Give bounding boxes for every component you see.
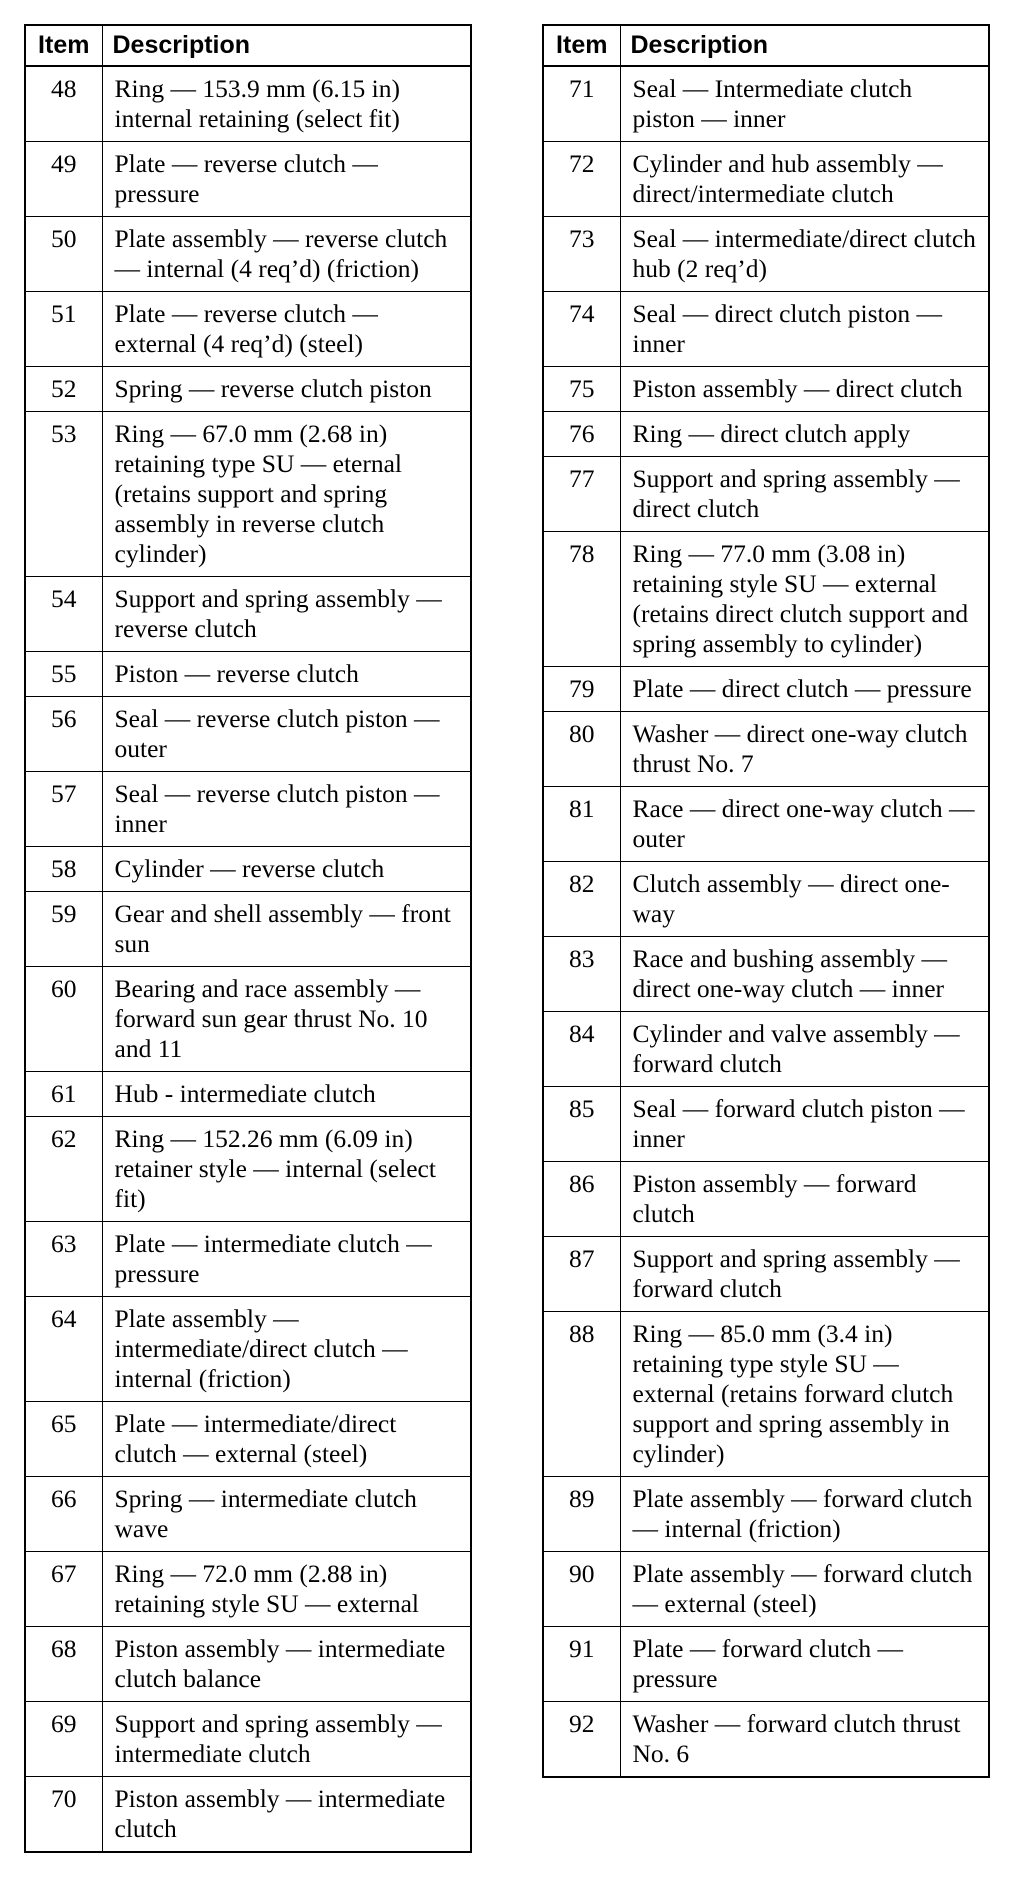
table-row — [543, 1312, 989, 1477]
item-number: 59 — [25, 892, 102, 967]
item-description: Plate assembly — intermediate/direct clutch — internal (friction) — [102, 1297, 471, 1402]
item-description: Plate — intermediate/direct clutch — external (steel) — [102, 1402, 471, 1477]
table-row — [543, 1627, 989, 1702]
item-number: 48 — [25, 66, 102, 142]
item-description: Spring — intermediate clutch wave — [102, 1477, 471, 1552]
item-number: 78 — [543, 532, 620, 667]
item-description: Support and spring assembly — intermediate clutch — [102, 1702, 471, 1777]
item-description: Cylinder and valve assembly — forward clutch — [620, 1012, 989, 1087]
table-row — [543, 292, 989, 367]
item-description: Plate — intermediate clutch — pressure — [102, 1222, 471, 1297]
table-row — [543, 1012, 989, 1087]
item-description: Ring — 72.0 mm (2.88 in) retaining style SU — external — [102, 1552, 471, 1627]
item-number: 86 — [543, 1162, 620, 1237]
item-column-header: Item — [543, 25, 620, 66]
table-row — [25, 652, 471, 697]
item-description: Plate assembly — reverse clutch — internal (4 req’d) (friction) — [102, 217, 471, 292]
item-number: 80 — [543, 712, 620, 787]
item-description: Plate — reverse clutch — pressure — [102, 142, 471, 217]
item-number: 49 — [25, 142, 102, 217]
table-row — [25, 1222, 471, 1297]
item-number: 82 — [543, 862, 620, 937]
item-description: Ring — 77.0 mm (3.08 in) retaining style SU — external (retains direct clutch support and spring assembly to cylinder) — [620, 532, 989, 667]
table-row — [25, 412, 471, 577]
item-number: 66 — [25, 1477, 102, 1552]
item-description: Ring — 152.26 mm (6.09 in) retainer style — internal (select fit) — [102, 1117, 471, 1222]
item-number: 50 — [25, 217, 102, 292]
left-table-header-row — [25, 25, 471, 66]
item-description: Cylinder — reverse clutch — [102, 847, 471, 892]
table-row — [25, 1072, 471, 1117]
table-row — [25, 1702, 471, 1777]
table-row — [25, 1477, 471, 1552]
item-description: Race and bushing assembly — direct one-way clutch — inner — [620, 937, 989, 1012]
item-number: 83 — [543, 937, 620, 1012]
item-description: Plate assembly — forward clutch — external (steel) — [620, 1552, 989, 1627]
item-description: Plate — reverse clutch — external (4 req’d) (steel) — [102, 292, 471, 367]
table-row — [543, 787, 989, 862]
table-row — [543, 217, 989, 292]
table-row — [543, 937, 989, 1012]
item-number: 72 — [543, 142, 620, 217]
item-number: 64 — [25, 1297, 102, 1402]
item-number: 88 — [543, 1312, 620, 1477]
item-number: 69 — [25, 1702, 102, 1777]
right-parts-table — [542, 24, 990, 1778]
description-column-header: Description — [620, 25, 989, 66]
item-number: 73 — [543, 217, 620, 292]
table-row — [25, 66, 471, 142]
item-number: 67 — [25, 1552, 102, 1627]
item-number: 75 — [543, 367, 620, 412]
item-description: Piston assembly — forward clutch — [620, 1162, 989, 1237]
item-number: 57 — [25, 772, 102, 847]
table-row — [25, 1117, 471, 1222]
item-description: Ring — 85.0 mm (3.4 in) retaining type style SU — external (retains forward clutch support and spring assembly in cylinder) — [620, 1312, 989, 1477]
item-number: 61 — [25, 1072, 102, 1117]
item-description: Seal — forward clutch piston — inner — [620, 1087, 989, 1162]
table-row — [543, 1552, 989, 1627]
table-row — [543, 532, 989, 667]
item-number: 84 — [543, 1012, 620, 1087]
left-table-body — [25, 66, 471, 1852]
item-description: Ring — direct clutch apply — [620, 412, 989, 457]
item-description: Piston — reverse clutch — [102, 652, 471, 697]
item-description: Washer — direct one-way clutch thrust No. 7 — [620, 712, 989, 787]
item-number: 68 — [25, 1627, 102, 1702]
item-number: 87 — [543, 1237, 620, 1312]
table-row — [25, 1297, 471, 1402]
item-description: Seal — Intermediate clutch piston — inner — [620, 66, 989, 142]
item-number: 90 — [543, 1552, 620, 1627]
item-description: Washer — forward clutch thrust No. 6 — [620, 1702, 989, 1778]
table-row — [25, 1627, 471, 1702]
table-row — [25, 1402, 471, 1477]
table-row — [543, 66, 989, 142]
item-number: 58 — [25, 847, 102, 892]
item-description: Piston assembly — intermediate clutch — [102, 1777, 471, 1853]
item-description: Seal — intermediate/direct clutch hub (2 req’d) — [620, 217, 989, 292]
item-number: 56 — [25, 697, 102, 772]
item-description: Bearing and race assembly — forward sun gear thrust No. 10 and 11 — [102, 967, 471, 1072]
left-parts-table — [24, 24, 472, 1853]
item-description: Spring — reverse clutch piston — [102, 367, 471, 412]
table-row — [25, 1552, 471, 1627]
item-description: Seal — direct clutch piston — inner — [620, 292, 989, 367]
item-number: 77 — [543, 457, 620, 532]
table-row — [25, 367, 471, 412]
item-number: 76 — [543, 412, 620, 457]
table-row — [25, 292, 471, 367]
item-description: Seal — reverse clutch piston — inner — [102, 772, 471, 847]
table-row — [25, 847, 471, 892]
item-number: 92 — [543, 1702, 620, 1778]
description-column-header: Description — [102, 25, 471, 66]
item-column-header: Item — [25, 25, 102, 66]
item-description: Plate — direct clutch — pressure — [620, 667, 989, 712]
item-number: 55 — [25, 652, 102, 697]
item-description: Ring — 67.0 mm (2.68 in) retaining type SU — eternal (retains support and spring assembly in reverse clutch cylinder) — [102, 412, 471, 577]
item-number: 70 — [25, 1777, 102, 1853]
table-row — [543, 862, 989, 937]
table-row — [543, 712, 989, 787]
item-number: 60 — [25, 967, 102, 1072]
item-description: Plate — forward clutch — pressure — [620, 1627, 989, 1702]
item-number: 51 — [25, 292, 102, 367]
table-row — [25, 142, 471, 217]
item-description: Cylinder and hub assembly — direct/intermediate clutch — [620, 142, 989, 217]
table-row — [543, 1237, 989, 1312]
table-row — [543, 1162, 989, 1237]
item-description: Gear and shell assembly — front sun — [102, 892, 471, 967]
item-number: 54 — [25, 577, 102, 652]
table-row — [25, 697, 471, 772]
item-description: Piston assembly — intermediate clutch balance — [102, 1627, 471, 1702]
item-description: Piston assembly — direct clutch — [620, 367, 989, 412]
item-description: Clutch assembly — direct one-way — [620, 862, 989, 937]
table-row — [543, 1702, 989, 1778]
item-number: 63 — [25, 1222, 102, 1297]
item-description: Hub - intermediate clutch — [102, 1072, 471, 1117]
table-row — [543, 457, 989, 532]
table-row — [543, 1087, 989, 1162]
item-description: Support and spring assembly — reverse clutch — [102, 577, 471, 652]
item-description: Race — direct one-way clutch — outer — [620, 787, 989, 862]
table-row — [543, 367, 989, 412]
table-row — [25, 1777, 471, 1853]
item-number: 71 — [543, 66, 620, 142]
item-description: Plate assembly — forward clutch — internal (friction) — [620, 1477, 989, 1552]
table-row — [543, 142, 989, 217]
item-number: 81 — [543, 787, 620, 862]
table-row — [25, 892, 471, 967]
item-description: Support and spring assembly — direct clutch — [620, 457, 989, 532]
table-row — [25, 772, 471, 847]
item-number: 65 — [25, 1402, 102, 1477]
item-number: 74 — [543, 292, 620, 367]
table-row — [25, 967, 471, 1072]
table-row — [25, 577, 471, 652]
item-number: 89 — [543, 1477, 620, 1552]
table-row — [543, 1477, 989, 1552]
item-description: Seal — reverse clutch piston — outer — [102, 697, 471, 772]
item-description: Ring — 153.9 mm (6.15 in) internal retaining (select fit) — [102, 66, 471, 142]
table-row — [25, 217, 471, 292]
right-table-header-row — [543, 25, 989, 66]
item-number: 79 — [543, 667, 620, 712]
item-number: 85 — [543, 1087, 620, 1162]
item-number: 53 — [25, 412, 102, 577]
table-row — [543, 667, 989, 712]
table-row — [543, 412, 989, 457]
item-number: 91 — [543, 1627, 620, 1702]
item-number: 52 — [25, 367, 102, 412]
item-description: Support and spring assembly — forward clutch — [620, 1237, 989, 1312]
right-table-body — [543, 66, 989, 1777]
item-number: 62 — [25, 1117, 102, 1222]
